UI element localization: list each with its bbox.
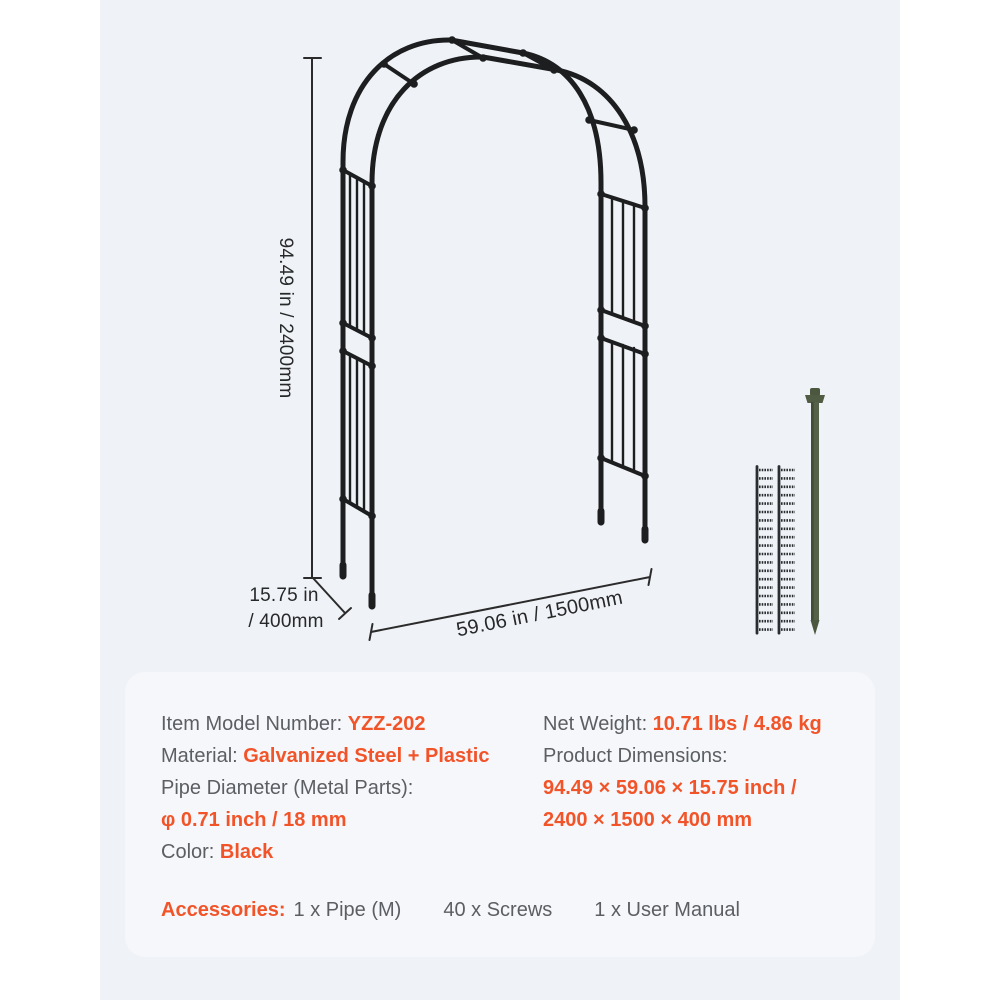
height-dimension-label: 94.49 in / 2400mm: [275, 237, 296, 399]
width-dimension-label: 59.06 in / 1500mm: [454, 586, 625, 642]
spec-pipe-diameter-value: [161, 804, 543, 836]
spec-label: Item Model Number:: [161, 713, 348, 735]
spec-product-dimensions-label: [543, 740, 835, 772]
height-dimension-line: [304, 58, 321, 578]
spec-column-right: [543, 708, 835, 868]
accessories-label: Accessories:: [161, 899, 286, 921]
spec-label: Color:: [161, 841, 220, 863]
spec-value: YZZ-202: [347, 713, 426, 735]
accessories-row: [161, 894, 835, 926]
spec-material: [161, 740, 543, 772]
spec-value: φ 0.71 inch / 18 mm: [161, 809, 347, 831]
spec-label: Net Weight:: [543, 713, 653, 735]
spec-value: Galvanized Steel + Plastic: [243, 745, 490, 767]
spec-product-dimensions-mm: [543, 804, 835, 836]
spec-value: 94.49 × 59.06 × 15.75 inch /: [543, 777, 797, 799]
spec-columns: [161, 708, 835, 868]
spec-pipe-diameter-label: [161, 772, 543, 804]
screws-illustration: [757, 467, 795, 634]
spec-color: [161, 836, 543, 868]
spec-product-dimensions-inch: [543, 772, 835, 804]
front-arch-frame: [372, 57, 645, 607]
stake-pipe-illustration: [805, 388, 825, 635]
spec-label: Pipe Diameter (Metal Parts):: [161, 777, 414, 799]
spec-value: 2400 × 1500 × 400 mm: [543, 809, 753, 831]
spec-net-weight: [543, 708, 835, 740]
accessory-item-screws: 40 x Screws: [443, 899, 553, 921]
spec-card: [125, 672, 875, 957]
right-side-panel: [601, 194, 645, 476]
garden-arch-illustration: [343, 40, 645, 607]
spec-label: Material:: [161, 745, 244, 767]
spec-label: Product Dimensions:: [543, 745, 728, 767]
depth-dimension-label-line1: 15.75 in: [249, 585, 319, 606]
accessory-item-pipe: 1 x Pipe (M): [293, 899, 402, 921]
spec-column-left: [161, 708, 543, 868]
product-dimension-diagram: [100, 0, 900, 670]
accessory-item-manual: 1 x User Manual: [594, 899, 740, 921]
spec-item-model: [161, 708, 543, 740]
spec-value: Black: [219, 841, 274, 863]
left-side-panel: [343, 170, 372, 516]
depth-dimension-label-line2: / 400mm: [248, 611, 324, 632]
spec-value: 10.71 lbs / 4.86 kg: [652, 713, 822, 735]
